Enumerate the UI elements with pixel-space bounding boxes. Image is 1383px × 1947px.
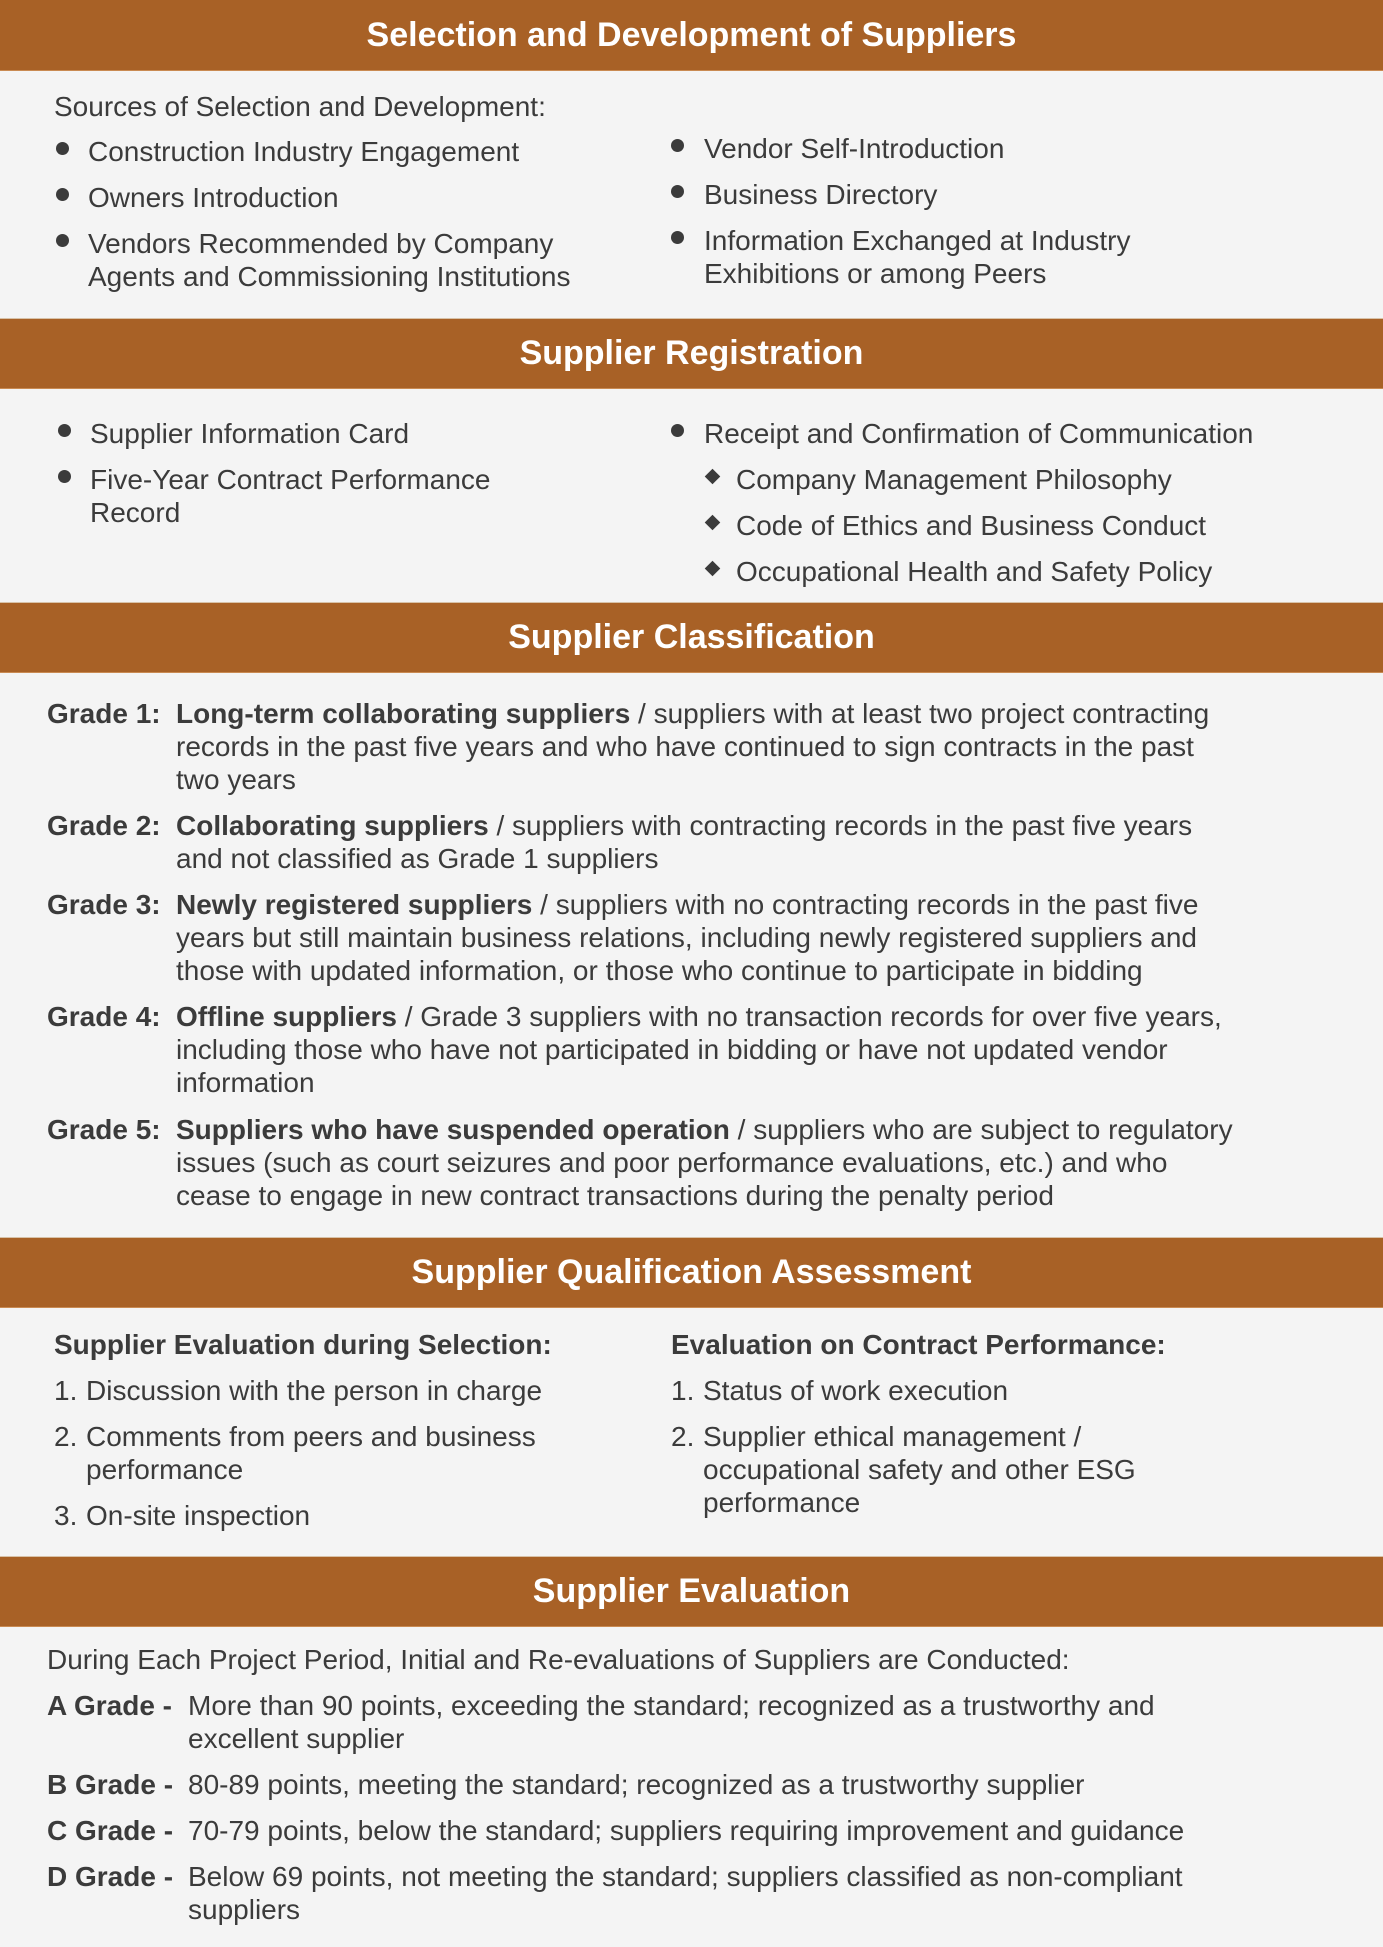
evaluation-grade-text: Below 69 points, not meeting the standard; suppliers classified as non-compliant suppliers [188, 1861, 1183, 1925]
section-selection-development [0, 71, 1383, 318]
left-column-heading: Supplier Evaluation during Selection: [54, 1329, 552, 1360]
grade-name: Offline suppliers [176, 1001, 397, 1032]
grade-label: Grade 5: [47, 1114, 161, 1145]
item-number: 1. [54, 1375, 78, 1406]
section-header-classification [0, 602, 1383, 673]
evaluation-intro: During Each Project Period, Initial and Re-evaluations of Suppliers are Conducted: [47, 1644, 1070, 1675]
evaluation-grade-text: 70-79 points, below the standard; suppliers requiring improvement and guidance [188, 1815, 1185, 1846]
grade-description: Collaborating suppliers / suppliers with contracting records in the past five years and not classified as Grade 1 suppliers [176, 810, 1193, 874]
evaluation-grade-label: D Grade - [47, 1861, 174, 1892]
section-title: Selection and Development of Suppliers [366, 15, 1017, 54]
section-header-registration [0, 318, 1383, 389]
diamond-icon [705, 469, 721, 485]
diamond-icon [705, 515, 721, 531]
grade-description: Suppliers who have suspended operation / suppliers who are subject to regulatory issues (such as court seizures and poor performance evaluations, etc.) and who cease to engage in new contract transactions during the penalty period [176, 1114, 1233, 1211]
sub-list-item-text: Occupational Health and Safety Policy [736, 556, 1213, 587]
section-title: Supplier Evaluation [532, 1572, 851, 1610]
list-item-text: Supplier Information Card [90, 418, 410, 449]
right-column-heading: Evaluation on Contract Performance: [671, 1329, 1166, 1360]
item-text: Status of work execution [703, 1375, 1009, 1406]
bullet-icon [671, 185, 684, 198]
section-header-selection-development [0, 0, 1383, 71]
list-item-text: Information Exchanged at Industry Exhibitions or among Peers [704, 225, 1131, 289]
bullet-icon [671, 424, 684, 437]
list-item-text: Business Directory [704, 179, 938, 210]
section-title: Supplier Qualification Assessment [411, 1253, 972, 1291]
bullet-icon [58, 424, 71, 437]
grade-name: Long-term collaborating suppliers [176, 698, 631, 729]
section-header-qualification [0, 1237, 1383, 1308]
grade-description: Newly registered suppliers / suppliers with no contracting records in the past five years but still maintain business relations, including newly registered suppliers and those with updated information, or those who continue to participate in bidding [176, 889, 1199, 986]
list-item-text: Vendor Self-Introduction [704, 133, 1005, 164]
item-text: On-site inspection [86, 1500, 311, 1531]
grade-name: Newly registered suppliers [176, 889, 533, 920]
item-number: 1. [671, 1375, 695, 1406]
item-text: Supplier ethical management / occupational safety and other ESG performance [703, 1421, 1136, 1518]
evaluation-grade-label: B Grade - [47, 1769, 174, 1800]
item-number: 2. [54, 1421, 78, 1452]
bullet-icon [671, 139, 684, 152]
item-text: Discussion with the person in charge [86, 1375, 543, 1406]
section-title: Supplier Classification [508, 618, 875, 656]
section-evaluation [0, 1627, 1383, 1947]
grade-label: Grade 4: [47, 1001, 161, 1032]
bullet-icon [671, 231, 684, 244]
sub-list-item-text: Code of Ethics and Business Conduct [736, 510, 1207, 541]
grade-name: Suppliers who have suspended operation [176, 1114, 730, 1145]
list-item-text: Construction Industry Engagement [88, 136, 520, 167]
section-header-evaluation [0, 1556, 1383, 1627]
grade-label: Grade 3: [47, 889, 161, 920]
section-classification [0, 673, 1383, 1237]
bullet-icon [56, 188, 69, 201]
section-title: Supplier Registration [519, 334, 864, 372]
list-item-text: Receipt and Confirmation of Communication [704, 418, 1254, 449]
grade-name: Collaborating suppliers [176, 810, 489, 841]
section-qualification [0, 1308, 1383, 1556]
grade-description: Offline suppliers / Grade 3 suppliers with no transaction records for over five years, including those who have not participated in bidding or have not updated vendor information [176, 1001, 1222, 1098]
evaluation-grade-text: 80-89 points, meeting the standard; recognized as a trustworthy supplier [188, 1769, 1085, 1800]
item-text: Comments from peers and business performance [86, 1421, 536, 1485]
evaluation-grade-label: C Grade - [47, 1815, 174, 1846]
diamond-icon [705, 561, 721, 577]
sub-list-item-text: Company Management Philosophy [736, 464, 1172, 495]
bullet-icon [58, 470, 71, 483]
section-registration [0, 389, 1383, 602]
grade-label: Grade 2: [47, 810, 161, 841]
item-number: 3. [54, 1500, 78, 1531]
grade-label: Grade 1: [47, 698, 161, 729]
bullet-icon [56, 142, 69, 155]
evaluation-grade-text: More than 90 points, exceeding the standard; recognized as a trustworthy and excellent supplier [188, 1690, 1155, 1754]
sources-intro: Sources of Selection and Development: [54, 91, 546, 122]
list-item-text: Five-Year Contract Performance Record [90, 464, 491, 528]
grade-description: Long-term collaborating suppliers / suppliers with at least two project contracting records in the past five years and who have continued to sign contracts in the past two years [176, 698, 1210, 795]
bullet-icon [56, 234, 69, 247]
evaluation-grade-label: A Grade - [47, 1690, 172, 1721]
list-item-text: Vendors Recommended by Company Agents and Commissioning Institutions [88, 228, 571, 292]
list-item-text: Owners Introduction [88, 182, 339, 213]
item-number: 2. [671, 1421, 695, 1452]
